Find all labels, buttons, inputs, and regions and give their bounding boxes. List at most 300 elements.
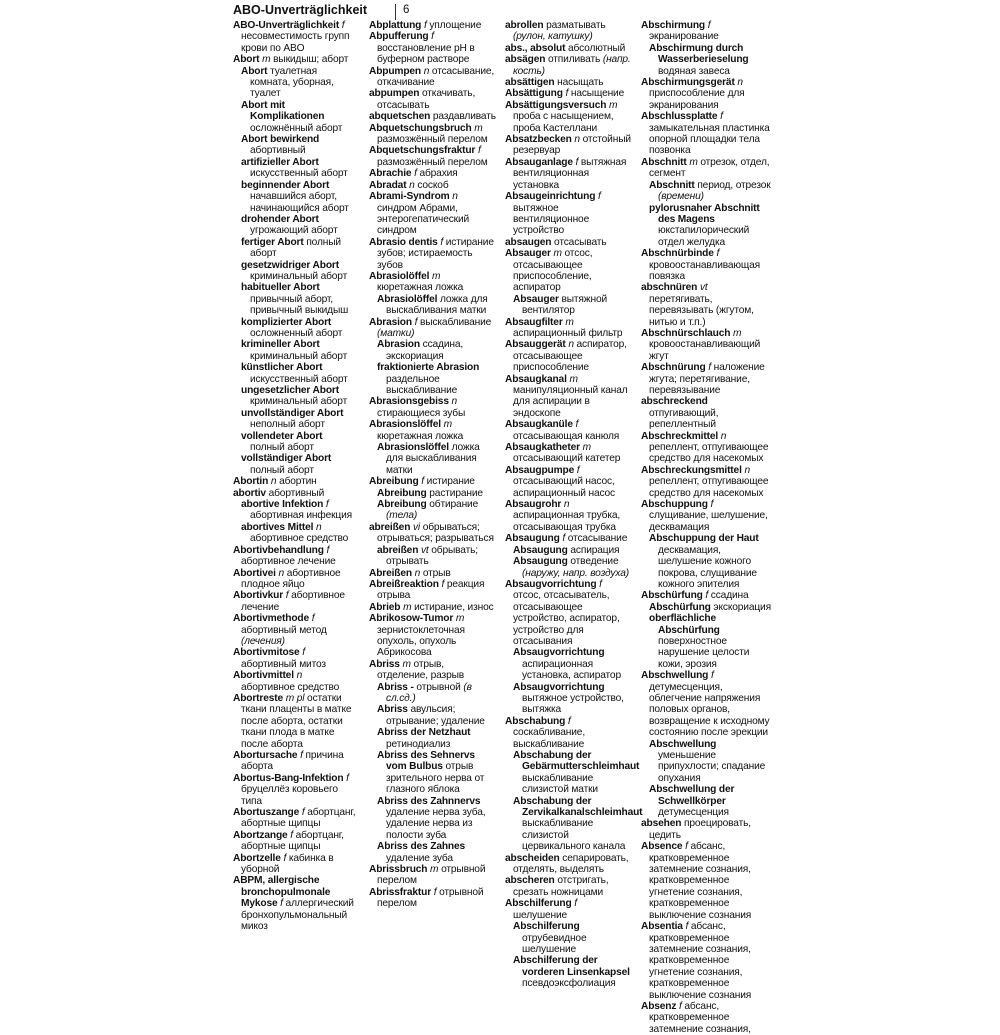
entry-translation: детумесценция, облегчение напряжения половых органов, возвращение к исходному состоянию после эрекции [649, 681, 770, 739]
entry-headword: abschreckend [641, 396, 708, 408]
entry-headword: Abschwellung der Schwellkörper [649, 784, 735, 807]
entry-grammar: f [431, 31, 434, 43]
entry-headword: fertiger Abort [241, 236, 304, 248]
entry-headword: Abpufferung [369, 31, 429, 43]
entry-headword: Absaugvorrichtung [513, 681, 605, 693]
dictionary-subentry [505, 795, 643, 853]
entry-grammar: n [278, 567, 285, 579]
entry-headword: Abortuszange [233, 807, 300, 819]
entry-translation: водяная завеса [658, 65, 730, 77]
entry-translation: отпугивающий, репеллентный [649, 407, 719, 431]
entry-grammar: f [574, 898, 577, 910]
entry-translation: удаление нерва зуба, удаление нерва из полости зуба [386, 807, 486, 841]
dictionary-subentry [233, 431, 358, 454]
entry-translation: отрыв, отделение, разрыв [377, 658, 465, 682]
entry-headword: Abschirmung [641, 20, 706, 31]
entry-grammar: f [414, 168, 417, 180]
dictionary-entry [233, 853, 358, 876]
entry-headword: Absaugpumpe [505, 464, 575, 476]
dictionary-entry [369, 180, 496, 191]
dictionary-entry [233, 773, 358, 807]
entry-note: (наружу, напр. воздуха) [522, 567, 629, 579]
entry-headword: Abschwellung [641, 670, 709, 682]
entry-headword: artifizieller Abort [241, 156, 319, 168]
entry-headword: abortiv [233, 487, 266, 499]
entry-translation: абортцанг, абортные щипцы [241, 829, 344, 853]
entry-headword: Absaugeinrichtung [505, 191, 596, 203]
entry-translation: размозжённый перелом [377, 156, 488, 168]
entry-headword: Abschwellung [649, 738, 717, 750]
entry-translation: отрыв зрительного нерва от глазного яблока [386, 761, 485, 796]
dictionary-entry [641, 499, 771, 533]
entry-headword: Abreibung [369, 476, 419, 488]
dictionary-entry [505, 134, 632, 157]
entry-grammar: n [296, 670, 303, 682]
entry-translation: перетягивать, перевязывать (жгутом, нитью и т.п.) [649, 293, 754, 328]
entry-headword: Abreißreaktion [369, 578, 439, 590]
dictionary-entry [369, 123, 496, 146]
entry-headword: Absence [641, 841, 683, 853]
dictionary-entry [369, 568, 496, 579]
entry-headword: Abort [233, 54, 260, 66]
entry-headword: Absauger [505, 248, 551, 260]
entry-headword: absägen [505, 54, 546, 66]
entry-grammar: f [567, 715, 571, 727]
entry-translation: отрубевидное шелушение [522, 932, 587, 955]
dictionary-subentry [233, 317, 358, 340]
dictionary-subentry [233, 134, 358, 157]
entry-headword: Abschilferung der vorderen Linsenkapsel [513, 955, 630, 978]
entry-grammar: f [341, 20, 345, 31]
entry-headword: abschnüren [641, 282, 698, 294]
entry-headword: Abortivmethode [233, 613, 310, 625]
dictionary-entry [369, 887, 496, 910]
entry-headword: Absauggerät [505, 339, 566, 351]
entry-headword: Abrikosow-Tumor [369, 613, 454, 625]
dictionary-subentry [641, 613, 771, 670]
entry-translation: аллергический бронхопульмональный микоз [241, 898, 354, 933]
entry-headword: Abreißen [369, 567, 412, 579]
entry-translation: удаление зуба [386, 852, 453, 864]
entry-translation: абортцанг, абортные щипцы [241, 807, 356, 830]
dictionary-entry [505, 248, 632, 294]
entry-translation: аспиратор, отсасывающее приспособление [513, 339, 627, 374]
entry-translation: осложнённый аборт [250, 122, 343, 134]
entry-translation: аспирационная трубка, отсасывающая трубка [513, 510, 621, 533]
entry-translation: уменьшение припухлости; спадание опухания [658, 750, 766, 784]
dictionary-subentry [369, 682, 496, 705]
entry-headword: Abreibung [377, 499, 427, 511]
dictionary-entry [505, 237, 632, 248]
entry-translation: абортивное лечение [241, 556, 336, 568]
entry-headword: Absaugung [505, 533, 560, 545]
entry-headword: Abschirmungsgerät [641, 77, 735, 89]
entry-headword: Abquetschungsbruch [369, 122, 472, 134]
dictionary-entry [369, 476, 496, 487]
entry-headword: absättigen [505, 77, 555, 89]
entry-grammar: n [409, 179, 415, 191]
dictionary-subentry [233, 100, 358, 134]
entry-headword: Abreibung [377, 487, 427, 499]
entry-headword: Abriss [377, 704, 408, 716]
dictionary-entry [641, 818, 771, 841]
entry-headword: Absaugung [513, 556, 568, 568]
dictionary-entry [369, 111, 496, 122]
dictionary-subentry [369, 704, 496, 727]
entry-note: (матки) [377, 327, 415, 339]
entry-translation: раздельное выскабливание [386, 373, 458, 396]
entry-grammar: n [574, 134, 580, 146]
entry-translation: полный аборт [250, 236, 341, 260]
dictionary-subentry [369, 294, 496, 317]
dictionary-entry [233, 647, 358, 670]
entry-grammar: n [563, 499, 570, 511]
entry-translation: причина аборта [241, 750, 344, 773]
dictionary-entry [369, 396, 496, 419]
entry-headword: Absättigungsversuch [505, 99, 607, 111]
dictionary-entry [505, 579, 632, 647]
entry-headword: Abortzelle [233, 852, 281, 864]
entry-translation: отпиливать [547, 54, 601, 66]
entry-grammar: m [569, 373, 578, 385]
entry-headword: Abrissfraktur [369, 886, 432, 898]
entry-grammar: f [710, 670, 714, 682]
entry-grammar: f [477, 145, 481, 157]
dictionary-entry [369, 31, 496, 65]
entry-translation: криминальный аборт [250, 396, 348, 408]
dictionary-entry [505, 43, 632, 54]
entry-headword: Abschnürschlauch [641, 327, 731, 339]
dictionary-entry [641, 328, 771, 362]
entry-translation: отрезок, отдел, сегмент [649, 156, 770, 180]
dictionary-entry [505, 100, 632, 134]
entry-headword: abreißen [369, 521, 411, 533]
entry-headword: Abschirmung durch Wasserberieselung [649, 42, 749, 66]
entry-translation: абсанс, кратковременное затемнение сознания, кратковременное угнетение сознания, кратковременное выключение сознания [649, 921, 752, 1001]
entry-translation: абортивное средство [250, 533, 349, 545]
dictionary-entry [233, 613, 358, 647]
entry-translation: вытяжной вентилятор [522, 293, 607, 317]
entry-grammar: f [302, 647, 305, 659]
dictionary-entry [641, 841, 771, 921]
entry-headword: Abschnürbinde [641, 248, 714, 260]
entry-headword: Abquetschungsfraktur [369, 145, 476, 157]
entry-headword: Abschürfung [641, 590, 703, 602]
entry-grammar: n [720, 430, 727, 442]
entry-note: (в сл.сд.) [386, 681, 472, 704]
dictionary-column-3 [505, 20, 643, 990]
dictionary-subentry [233, 282, 358, 316]
dictionary-column-4 [641, 20, 771, 1035]
entry-headword: abscheiden [505, 852, 560, 864]
dictionary-entry [505, 191, 632, 237]
entry-note: (тела) [386, 510, 418, 522]
entry-translation: сепарировать, отделять, выделять [513, 852, 629, 876]
entry-headword: Abrasionslöffel [369, 419, 441, 431]
entry-translation: десквамация, шелушение кожного покрова, слущивание кожного эпителия [658, 544, 757, 590]
entry-translation: отрывной перелом [377, 864, 486, 887]
entry-note: (напр. кость) [513, 54, 631, 77]
dictionary-entry [233, 476, 358, 487]
entry-grammar: n [414, 567, 421, 579]
entry-translation: ложка для выскабливания матки [386, 293, 488, 317]
entry-translation: репеллент, отпугивающее средство для насекомых [649, 442, 769, 465]
entry-translation: проба с насыщением, проба Кастеллани [513, 111, 614, 134]
dictionary-subentry [505, 682, 632, 716]
entry-grammar: m [689, 156, 698, 168]
dictionary-entry [233, 750, 358, 773]
entry-headword: Absättigung [505, 88, 563, 100]
entry-translation: отсасывающий насос, аспирационный насос [513, 476, 615, 499]
entry-translation: бруцеллёз коровьего типа [241, 784, 338, 807]
dictionary-entry [505, 54, 632, 77]
entry-headword: Abort mit Komplikationen [241, 99, 325, 123]
entry-translation: наложение жгута; перетягивание, перевязывание [649, 362, 765, 396]
entry-headword: Abortivmittel [233, 670, 294, 682]
entry-translation: абсанс, кратковременное затемнение сознания, [649, 1000, 751, 1035]
entry-grammar: m [565, 316, 574, 328]
entry-translation: туалетная комната, уборная, туалет [250, 65, 334, 100]
entry-translation: истирание зубов; истираемость зубов [377, 236, 494, 271]
entry-translation: зернистоклеточная опухоль, опухоль Абрикосова [377, 624, 465, 659]
entry-grammar: f [290, 829, 293, 841]
entry-headword: oberflächliche Abschürfung [649, 613, 720, 636]
entry-headword: Abortivmitose [233, 647, 300, 659]
entry-headword: Abort [241, 65, 268, 77]
entry-headword: Abrasiolöffel [369, 270, 430, 282]
entry-translation: отсос, отсасыватель, отсасывающее устройство, аспиратор, устройство для отсасывания [513, 590, 620, 647]
entry-grammar: f [685, 921, 689, 933]
dictionary-entry [641, 20, 771, 43]
entry-grammar: f [679, 1000, 682, 1012]
entry-grammar: f [708, 362, 711, 374]
entry-grammar: m [455, 613, 465, 625]
entry-translation: проецировать, цедить [649, 818, 751, 841]
entry-headword: Abriss des Zahnnervs [377, 795, 481, 807]
entry-grammar: f [565, 88, 569, 100]
entry-translation: стирающиеся зубы [377, 407, 466, 419]
entry-grammar: f [720, 111, 723, 123]
entry-headword: Absaugvorrichtung [513, 647, 605, 659]
entry-grammar: m [474, 122, 483, 134]
entry-headword: Abschreckmittel [641, 430, 719, 442]
entry-headword: komplizierter Abort [241, 316, 332, 328]
entry-translation: абсолютный [568, 42, 626, 54]
entry-translation: ссадина, экскориация [386, 339, 464, 362]
running-head-word: ABO-Unverträglichkeit [233, 3, 368, 17]
entry-translation: полный аборт [250, 464, 314, 476]
entry-headword: Absaugung [513, 544, 568, 556]
entry-headword: Abortivbehandlung [233, 544, 324, 556]
entry-grammar: n [423, 65, 430, 77]
entry-headword: Abschlussplatte [641, 111, 718, 123]
dictionary-subentry [233, 499, 358, 522]
entry-grammar: n [744, 464, 750, 476]
entry-translation: ссадина [710, 590, 749, 602]
entry-translation: кюретажная ложка [377, 282, 464, 294]
entry-headword: abortives Mittel [241, 521, 314, 533]
entry-headword: Abschuppung der Haut [649, 533, 759, 545]
entry-grammar: f [433, 886, 437, 898]
entry-translation: разматывать [546, 20, 606, 31]
dictionary-subentry [641, 784, 771, 818]
entry-translation: выскабливание [420, 316, 492, 328]
entry-translation: раздавливать [432, 111, 496, 123]
entry-grammar: f [716, 248, 720, 260]
entry-headword: Absenz [641, 1000, 677, 1012]
dictionary-entry [641, 362, 771, 396]
entry-translation: отсасывающий катетер [513, 453, 621, 465]
entry-grammar: f [326, 544, 330, 556]
entry-grammar: n [270, 476, 277, 488]
entry-headword: abquetschen [369, 111, 431, 123]
entry-translation: размозжённый перелом [377, 134, 488, 146]
entry-translation: вытяжная вентиляционная установка [513, 156, 627, 191]
entry-headword: ungesetzlicher Abort [241, 385, 339, 396]
dictionary-subentry [369, 499, 496, 522]
entry-translation: обтирание [429, 499, 479, 511]
entry-translation: остатки ткани плаценты в матке после аборта, остатки ткани плода в матке после аборта [241, 692, 352, 750]
entry-headword: Abortin [233, 476, 269, 488]
entry-translation: приспособление для экранирования [649, 88, 745, 111]
dictionary-subentry [233, 66, 358, 100]
entry-headword: Absauganlage [505, 156, 573, 168]
entry-translation: период, отрезок [697, 179, 771, 191]
entry-translation: детумесценция [658, 807, 729, 819]
entry-translation: абсанс, кратковременное затемнение сознания, кратковременное угнетение сознания, кратковременное выключение сознания [649, 841, 752, 921]
entry-grammar: m [443, 419, 452, 431]
dictionary-entry [233, 568, 358, 591]
entry-translation: вытяжное устройство, вытяжка [522, 692, 624, 716]
entry-translation: отведение [570, 556, 619, 568]
entry-headword: Abrasion [377, 339, 420, 351]
dictionary-entry [233, 830, 358, 853]
entry-headword: Abortursache [233, 750, 298, 761]
entry-headword: Abrasionsgebiss [369, 396, 449, 408]
entry-headword: Abrasion [369, 316, 412, 328]
entry-translation: криминальный аборт [250, 350, 348, 362]
dictionary-column-1 [233, 20, 358, 933]
entry-grammar: m [430, 864, 439, 876]
entry-translation: абортивный [250, 145, 306, 157]
entry-translation: юкстапилорический отдел желудка [658, 225, 750, 248]
entry-grammar: f [285, 590, 289, 602]
dictionary-entry [233, 488, 358, 499]
dictionary-entry [505, 374, 632, 420]
dictionary-entry [233, 590, 358, 613]
entry-grammar: f [300, 750, 303, 761]
entry-headword: Abplattung [369, 20, 422, 31]
entry-translation: отрывной [416, 681, 461, 693]
entry-translation: отрыв [422, 567, 451, 579]
entry-headword: krimineller Abort [241, 339, 320, 351]
page-number: 6 [403, 4, 410, 16]
entry-translation: аспирационный фильтр [513, 327, 623, 339]
entry-headword: unvollständiger Abort [241, 407, 344, 419]
entry-translation: кровоостанавливающая повязка [649, 259, 761, 282]
dictionary-entry [369, 522, 496, 545]
entry-headword: Abriss [369, 658, 400, 670]
entry-translation: криминальный аборт [250, 270, 348, 282]
entry-translation: истирание, износ [414, 601, 494, 613]
dictionary-entry [505, 339, 632, 373]
dictionary-entry [369, 88, 496, 111]
dictionary-subentry [641, 533, 771, 590]
entry-headword: Abortzange [233, 829, 288, 841]
entry-translation: экранирование [649, 31, 719, 43]
entry-headword: Abriss des Sehnervs vom Bulbus [377, 750, 475, 773]
entry-grammar: f [440, 236, 444, 248]
entry-headword: Abradat [369, 179, 407, 191]
dictionary-subentry [505, 750, 640, 796]
dictionary-entry [233, 875, 358, 932]
entry-headword: Absentia [641, 921, 683, 933]
entry-headword: vollendeter Abort [241, 430, 323, 442]
entry-translation: выскабливание слизистой цервикального канала [522, 818, 626, 853]
entry-translation: отсасывающая канюля [513, 430, 620, 442]
dictionary-entry [641, 431, 771, 465]
dictionary-entry [641, 465, 771, 499]
dictionary-subentry [233, 180, 358, 214]
dictionary-entry [505, 442, 632, 465]
entry-headword: absaugen [505, 236, 552, 248]
dictionary-subentry [505, 955, 632, 989]
entry-headword: Abpumpen [369, 65, 421, 77]
dictionary-subentry [369, 841, 496, 864]
entry-headword: Abschabung der Zervikalkanalschleimhaut [513, 795, 643, 819]
entry-headword: Abrissbruch [369, 864, 428, 876]
dictionary-entry [641, 77, 771, 111]
entry-grammar: f [705, 590, 709, 602]
entry-headword: Abort bewirkend [241, 134, 320, 146]
dictionary-entry [505, 77, 632, 88]
dictionary-subentry [505, 647, 632, 681]
dictionary-entry [369, 317, 496, 340]
entry-translation: несовместимость групп крови по ABO [241, 31, 350, 54]
entry-translation: откачивать, отсасывать [377, 88, 476, 111]
entry-headword: ABPM, allergische bronchopulmonale Mykose [233, 875, 331, 910]
entry-grammar: m [403, 601, 412, 613]
entry-grammar: f [311, 613, 315, 625]
dictionary-subentry [641, 180, 771, 203]
entry-headword: Abrachie [369, 168, 412, 180]
entry-translation: неполный аборт [250, 419, 325, 431]
dictionary-subentry [233, 385, 358, 408]
dictionary-subentry [369, 442, 496, 476]
entry-headword: Abschreckungsmittel [641, 464, 742, 476]
entry-grammar: m [402, 658, 411, 670]
entry-translation: абортивный [268, 487, 325, 499]
entry-headword: Abschnitt [649, 179, 695, 191]
entry-headword: Abriss des Zahnes [377, 841, 466, 853]
entry-translation: ложка для выскабливания матки [386, 442, 480, 476]
entry-translation: абортивный митоз [241, 658, 326, 670]
dictionary-subentry [233, 408, 358, 431]
dictionary-entry [369, 191, 496, 237]
entry-headword: Abrasionslöffel [377, 442, 449, 454]
entry-translation: отсос, отсасывающее приспособление, аспиратор [513, 248, 593, 294]
entry-translation: осложненный аборт [250, 327, 343, 339]
entry-headword: Abschilferung [513, 921, 580, 933]
entry-grammar: m [582, 442, 591, 454]
entry-translation: шелушение [513, 909, 568, 921]
dictionary-subentry [369, 488, 496, 499]
entry-headword: pylorusnaher Abschnitt des Magens [649, 202, 760, 225]
entry-grammar: m [609, 99, 618, 111]
entry-headword: Absaugkatheter [505, 442, 580, 454]
dictionary-subentry [233, 157, 358, 180]
entry-translation: искусственный аборт [250, 373, 348, 385]
